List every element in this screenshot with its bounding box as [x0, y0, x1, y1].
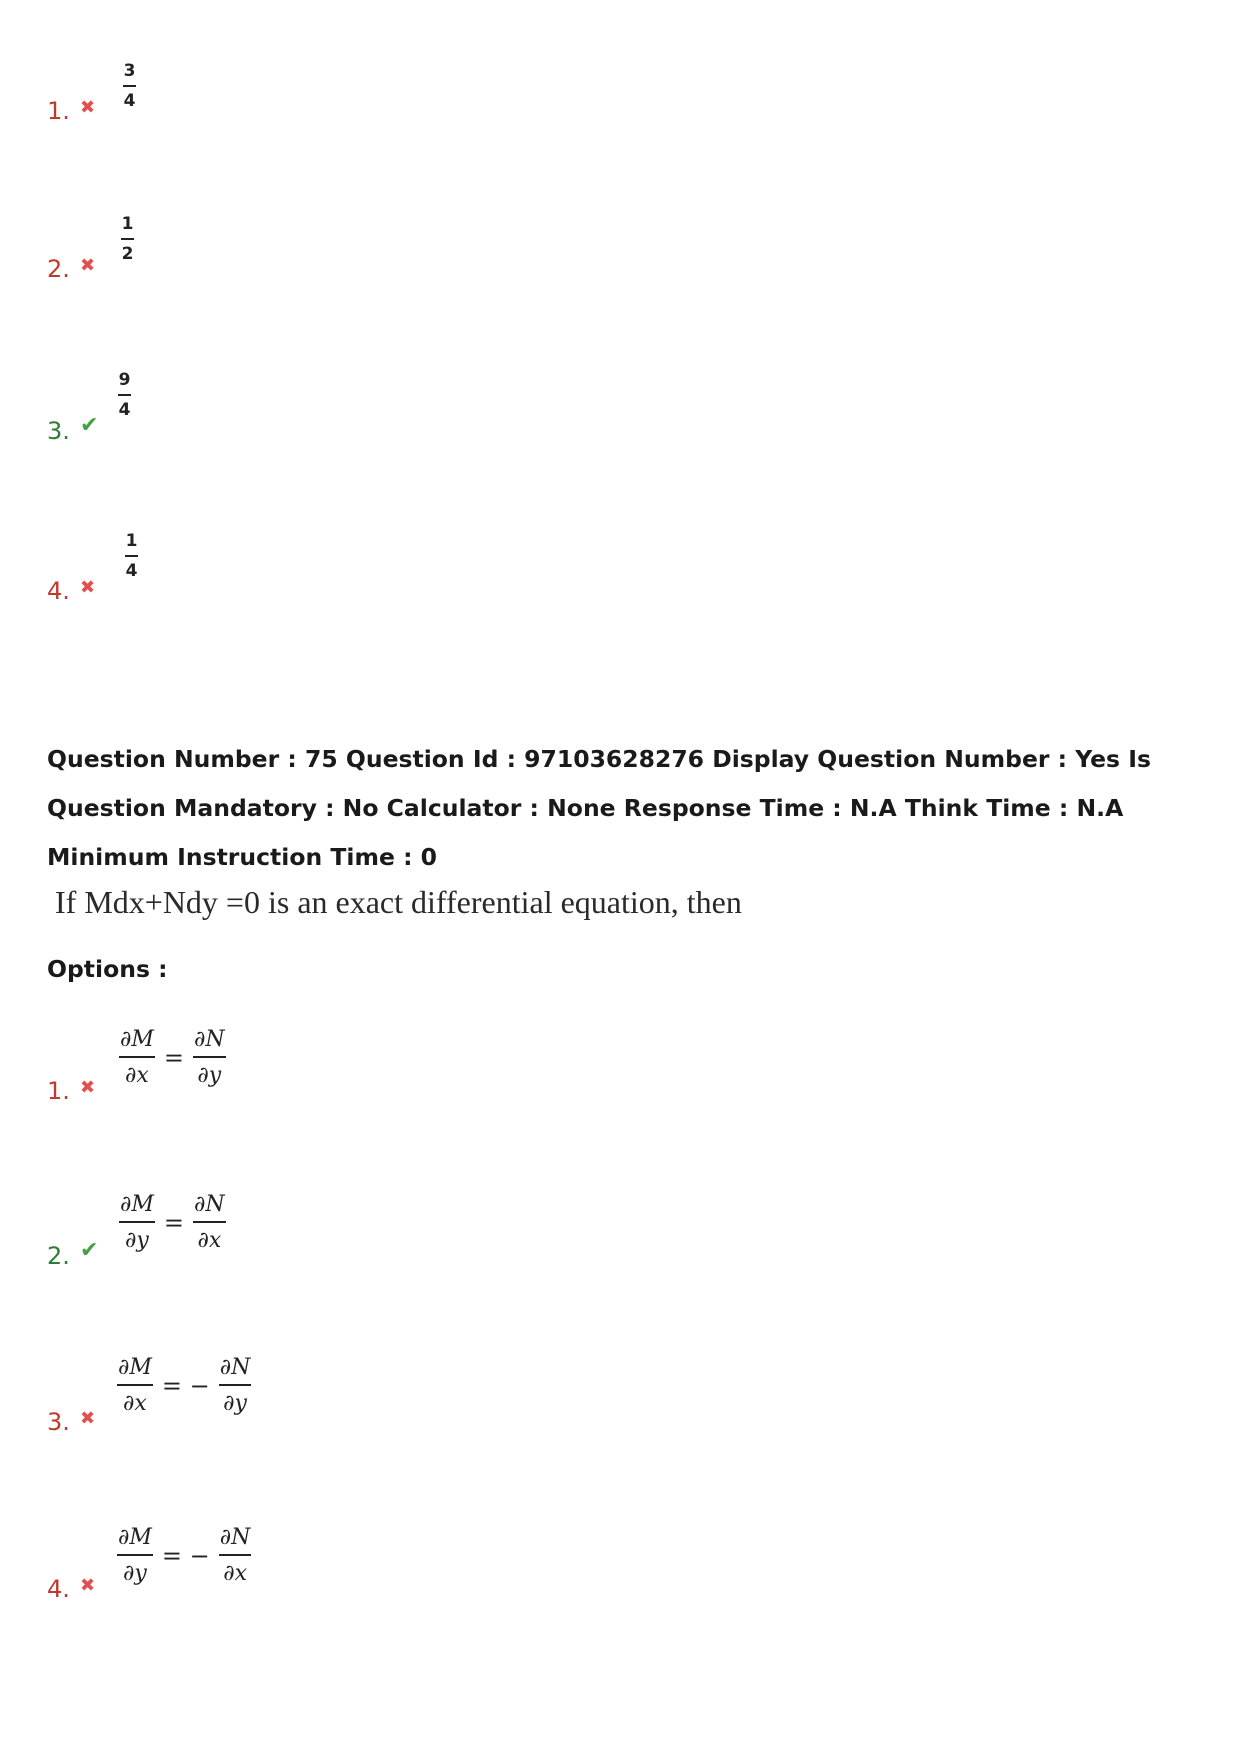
fraction-bar: [121, 238, 134, 240]
lhs-fraction: [119, 1193, 155, 1253]
fraction-numerator: 3: [123, 61, 136, 81]
rhs-fraction: [219, 1526, 252, 1586]
wrong-mark-icon: ✖: [80, 577, 96, 598]
wrong-mark-icon: ✖: [80, 1077, 96, 1098]
option-number: 2.: [47, 255, 70, 283]
fraction-bar: [123, 85, 136, 87]
lhs-numerator: ∂M: [118, 1525, 152, 1550]
rhs-numerator: ∂N: [194, 1027, 225, 1052]
fraction-bar: [193, 1056, 226, 1058]
fraction-denominator: 2: [121, 244, 134, 264]
fraction-bar: [117, 1554, 153, 1556]
fraction-bar: [193, 1221, 226, 1223]
option-number: 4.: [47, 1575, 70, 1603]
fraction-answer: [118, 372, 131, 419]
equation-operator: = −: [161, 1371, 210, 1400]
fraction-bar: [117, 1384, 153, 1386]
lhs-numerator: ∂M: [120, 1027, 154, 1052]
rhs-denominator: ∂y: [223, 1390, 247, 1416]
option-2: [47, 1185, 647, 1335]
option-number: 1.: [47, 1077, 70, 1105]
fraction-denominator: 4: [123, 91, 136, 111]
fraction-denominator: 4: [125, 561, 138, 581]
fraction-bar: [219, 1384, 252, 1386]
fraction-denominator: 4: [118, 400, 131, 420]
correct-check-icon: ✔: [80, 1238, 99, 1263]
rhs-denominator: ∂y: [197, 1062, 222, 1088]
prev-option-1: [47, 55, 647, 205]
option-number: 3.: [47, 1408, 70, 1436]
equation: [119, 1028, 226, 1088]
fraction-answer: [121, 216, 134, 263]
question-meta: Question Number : 75 Question Id : 97103628276 Display Question Number : Yes Is Question Mandatory : No Calculator : None Response Time : N.A Think Time : N.A Minimum Instruction Time : 0: [47, 745, 1151, 871]
lhs-denominator: ∂x: [123, 1390, 147, 1416]
fraction-numerator: 1: [121, 214, 134, 234]
rhs-fraction: [193, 1028, 226, 1088]
fraction-bar: [118, 394, 131, 396]
option-3: [47, 1348, 647, 1498]
option-number: 4.: [47, 577, 70, 605]
lhs-numerator: ∂M: [118, 1355, 152, 1380]
lhs-numerator: ∂M: [120, 1192, 154, 1217]
wrong-mark-icon: ✖: [80, 1575, 96, 1596]
rhs-denominator: ∂x: [197, 1227, 222, 1253]
options-label: Options :: [47, 955, 168, 983]
fraction-bar: [219, 1554, 252, 1556]
correct-check-icon: ✔: [80, 413, 99, 438]
lhs-fraction: [119, 1028, 155, 1088]
rhs-fraction: [193, 1193, 226, 1253]
fraction-numerator: 9: [118, 370, 131, 390]
option-number: 1.: [47, 97, 70, 125]
option-1: [47, 1020, 647, 1170]
rhs-fraction: [219, 1356, 252, 1416]
option-4: [47, 1518, 647, 1668]
fraction-bar: [119, 1056, 155, 1058]
lhs-fraction: [117, 1356, 153, 1416]
option-number: 3.: [47, 417, 70, 445]
option-number: 2.: [47, 1242, 70, 1270]
rhs-denominator: ∂x: [223, 1560, 247, 1586]
question-text: If Mdx+Ndy =0 is an exact differential equation, then: [55, 884, 742, 920]
fraction-bar: [119, 1221, 155, 1223]
fraction-bar: [125, 555, 138, 557]
equation: [117, 1526, 251, 1586]
rhs-numerator: ∂N: [194, 1192, 225, 1217]
rhs-numerator: ∂N: [219, 1525, 251, 1550]
equation: [119, 1193, 226, 1253]
lhs-denominator: ∂x: [125, 1062, 149, 1088]
fraction-numerator: 1: [125, 531, 138, 551]
lhs-denominator: ∂y: [125, 1227, 149, 1253]
fraction-answer: [125, 533, 138, 580]
prev-option-4: [47, 528, 647, 678]
wrong-mark-icon: ✖: [80, 1408, 96, 1429]
equation-operator: =: [163, 1043, 185, 1072]
wrong-mark-icon: ✖: [80, 255, 96, 276]
prev-option-3: [47, 370, 647, 520]
lhs-fraction: [117, 1526, 153, 1586]
equation-operator: = −: [161, 1541, 210, 1570]
rhs-numerator: ∂N: [219, 1355, 251, 1380]
lhs-denominator: ∂y: [123, 1560, 147, 1586]
prev-option-2: [47, 210, 647, 360]
fraction-answer: [123, 63, 136, 110]
equation-operator: =: [163, 1208, 185, 1237]
equation: [117, 1356, 251, 1416]
wrong-mark-icon: ✖: [80, 97, 96, 118]
